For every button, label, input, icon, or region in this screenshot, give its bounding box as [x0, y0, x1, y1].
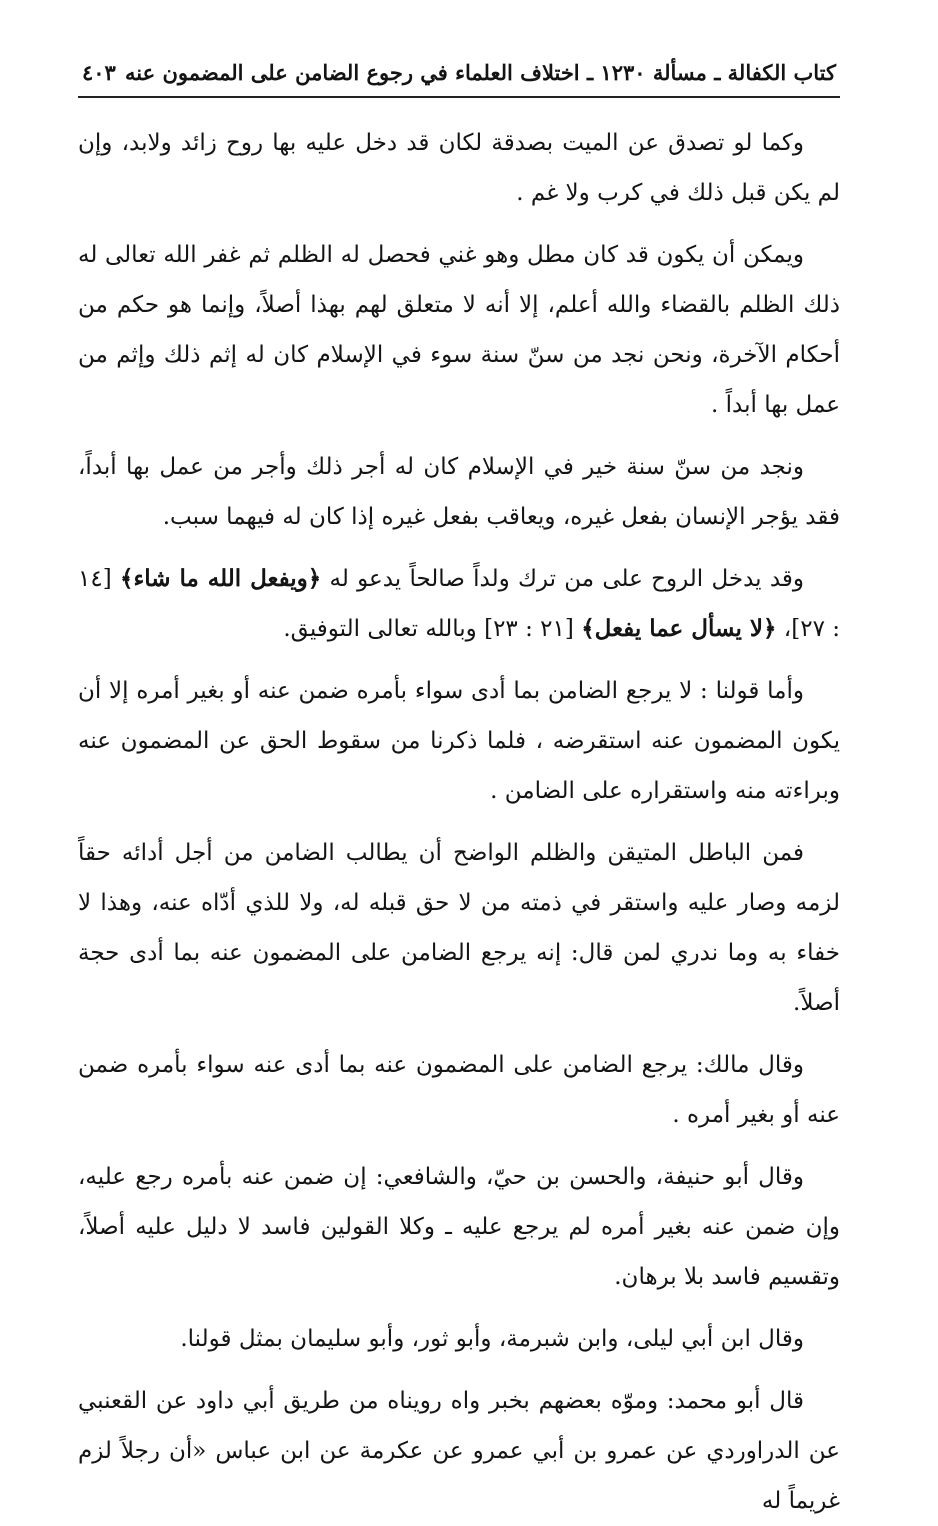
book-page — [78, 48, 840, 1514]
paragraph — [78, 118, 840, 218]
paragraph — [78, 1314, 840, 1364]
paragraph — [78, 1040, 840, 1140]
text-segment: وقال ابن أبي ليلى، وابن شبرمة، وأبو ثور، وأبو سليمان بمثل قولنا. — [180, 1326, 804, 1352]
text-segment: وقال مالك: يرجع الضامن على المضمون عنه بما أدى عنه سواء بأمره ضمن عنه أو بغير أمره . — [78, 1052, 840, 1128]
header-title: كتاب الكفالة ـ مسألة ١٢٣٠ ـ اختلاف العلماء في رجوع الضامن على المضمون عنه — [125, 60, 836, 85]
paragraph — [78, 666, 840, 816]
paragraph — [78, 1376, 840, 1526]
header-divider — [78, 96, 840, 98]
paragraph — [78, 230, 840, 430]
text-segment: وكما لو تصدق عن الميت بصدقة لكان قد دخل عليه بها روح زائد ولابد، وإن لم يكن قبل ذلك في كرب ولا غم . — [78, 130, 840, 206]
text-segment: وقد يدخل الروح على من ترك ولداً صالحاً يدعو له — [321, 566, 804, 592]
text-segment: وقال أبو حنيفة، والحسن بن حيّ، والشافعي: إن ضمن عنه بأمره رجع عليه، وإن ضمن عنه بغير أمره لم يرجع عليه ـ وكلا القولين فاسد لا دليل عليه أصلاً، وتقسيم فاسد بلا برهان. — [78, 1164, 840, 1290]
text-segment: قال أبو محمد: وموّه بعضهم بخبر واه رويناه من طريق أبي داود عن القعنبي عن الدراوردي عن عمرو بن أبي عمرو عن عكرمة عن ابن عباس «أن رجلاً لزم غريماً له — [78, 1388, 840, 1514]
quran-verse: ﴿ويفعل الله ما شاء﴾ — [119, 565, 322, 592]
paragraph — [78, 554, 840, 654]
text-segment: فمن الباطل المتيقن والظلم الواضح أن يطالب الضامن من أجل أدائه حقاً لزمه وصار عليه واستقر في ذمته من لا حق قبله له، ولا للذي أدّاه عنه، وهذا لا خفاء به وما ندري لمن قال: إنه يرجع الضامن على المضمون عنه بما أدى حجة أصلاً. — [78, 840, 840, 1016]
running-header — [78, 48, 840, 88]
text-segment: وأما قولنا : لا يرجع الضامن بما أدى سواء بأمره ضمن عنه أو بغير أمره إلا أن يكون المضمون عنه استقرضه ، فلما ذكرنا من سقوط الحق عن المضمون عنه وبراءته منه واستقراره على الضامن . — [78, 678, 840, 804]
text-segment: [١٤ : ٢٧]، — [78, 566, 840, 642]
text-segment: ونجد من سنّ سنة خير في الإسلام كان له أجر ذلك وأجر من عمل بها أبداً، فقد يؤجر الإنسان بفعل غيره، ويعاقب بفعل غيره إذا كان له فيهما سبب. — [78, 454, 840, 530]
paragraph — [78, 828, 840, 1028]
page-number: ٤٠٣ — [82, 60, 116, 85]
quran-verse: ﴿لا يسأل عما يفعل﴾ — [581, 615, 777, 642]
text-segment: [٢١ : ٢٣] وبالله تعالى التوفيق. — [283, 616, 582, 642]
body-text — [78, 118, 840, 1526]
text-segment: ويمكن أن يكون قد كان مطل وهو غني فحصل له الظلم ثم غفر الله تعالى له ذلك الظلم بالقضاء والله أعلم، إلا أنه لا متعلق لهم بهذا أصلاً، وإنما هو حكم من أحكام الآخرة، ونحن نجد من سنّ سنة سوء في الإسلام كان له إثم ذلك وإثم من عمل بها أبداً . — [78, 242, 840, 418]
paragraph — [78, 442, 840, 542]
paragraph — [78, 1152, 840, 1302]
